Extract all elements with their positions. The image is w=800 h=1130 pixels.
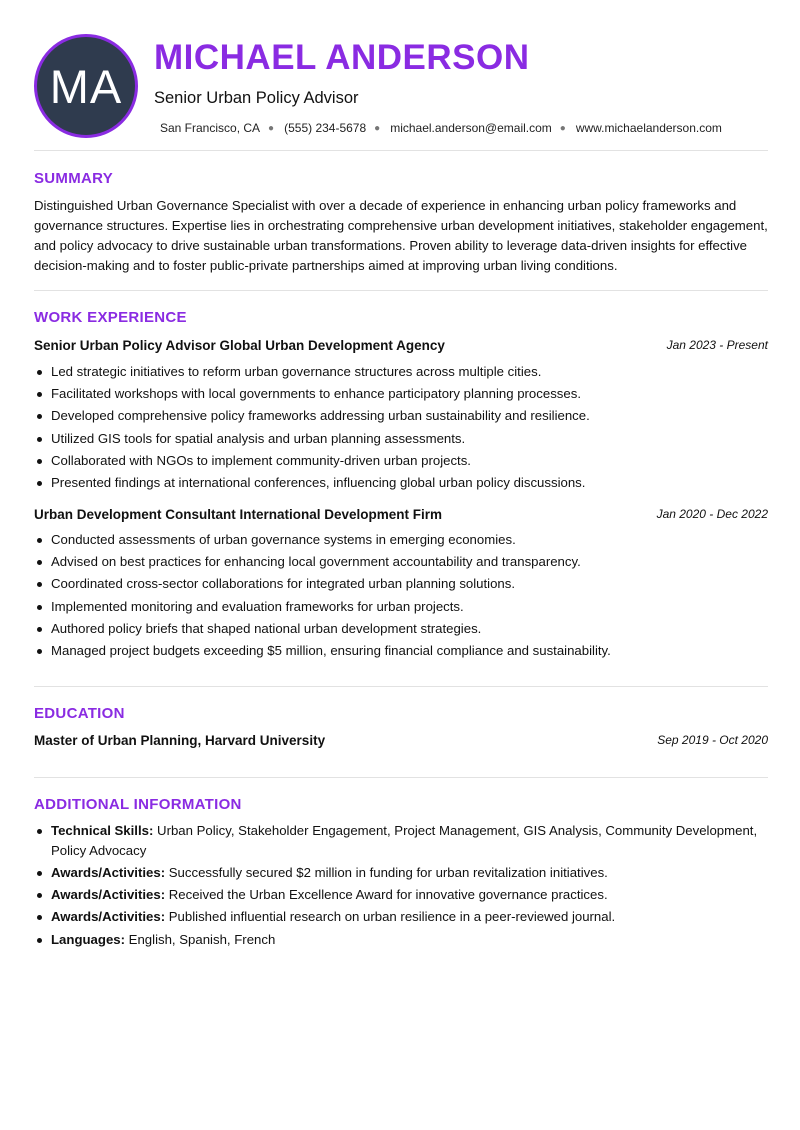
list-item: Utilized GIS tools for spatial analysis and urban planning assessments. [34,428,768,450]
section-divider [34,150,768,151]
section-divider [34,290,768,291]
job-date: Jan 2023 - Present [666,338,768,352]
additional-list [34,821,768,952]
info-text: Urban Policy, Stakeholder Engagement, Project Management, GIS Analysis, Community Development, Policy Advocacy [51,823,758,858]
info-label: Technical Skills: [51,823,154,838]
job-bullets [34,529,768,662]
additional-heading: ADDITIONAL INFORMATION [34,796,242,813]
list-item: Implemented monitoring and evaluation frameworks for urban projects. [34,596,768,618]
list-item [34,930,768,950]
summary-heading: SUMMARY [34,170,114,187]
info-label: Awards/Activities: [51,886,166,902]
list-item: Developed comprehensive policy frameworks addressing urban sustainability and resilience. [34,405,768,427]
list-item [34,885,768,905]
candidate-title: Senior Urban Policy Advisor [154,89,359,107]
contact-phone: (555) 234-5678 [284,121,367,135]
info-text: Published influential research on urban resilience in a peer-reviewed journal. [165,909,616,925]
list-item: Coordinated cross-sector collaborations for integrated urban planning solutions. [34,573,768,595]
education-date: Sep 2019 - Oct 2020 [657,733,768,747]
separator-dot-icon: ● [268,122,275,134]
info-label: Awards/Activities: [51,909,166,925]
job-role-company: Senior Urban Policy Advisor Global Urban Development Agency [34,338,445,353]
list-item: Advised on best practices for enhancing local government accountability and transparency. [34,551,768,573]
list-item: Facilitated workshops with local governments to enhance participatory planning processes. [34,383,768,405]
list-item: Presented findings at international conferences, influencing global urban policy discussions. [34,472,768,494]
list-item: Conducted assessments of urban governance systems in emerging economies. [34,529,768,551]
list-item: Led strategic initiatives to reform urban governance structures across multiple cities. [34,361,768,383]
avatar [34,34,138,138]
list-item: Managed project budgets exceeding $5 million, ensuring financial compliance and sustainability. [34,640,768,662]
separator-dot-icon: ● [559,122,566,134]
job-header [34,507,768,522]
job-role-company: Urban Development Consultant International Development Firm [34,507,443,522]
info-text: Successfully secured $2 million in funding for urban revitalization initiatives. [165,864,608,880]
education-heading: EDUCATION [34,705,125,722]
list-item [34,863,768,883]
contact-line [160,121,722,135]
section-divider [34,686,768,687]
job-date: Jan 2020 - Dec 2022 [656,507,768,521]
info-text: Received the Urban Excellence Award for innovative governance practices. [165,886,608,902]
contact-email: michael.anderson@email.com [390,121,552,135]
education-degree: Master of Urban Planning, Harvard University [34,733,326,748]
info-label: Awards/Activities: [51,864,166,880]
info-text: English, Spanish, French [125,931,276,947]
summary-text: Distinguished Urban Governance Specialist with over a decade of experience in enhancing urban policy frameworks and governance structures. Expertise lies in orchestrating comprehensive urban development initiatives, stakeholder engagement, and policy advocacy to drive sustainable urban transformations. Proven ability to leverage data-driven insights for effective decision-making and to foster public-private partnerships aimed at improving urban living conditions. [34,198,768,273]
separator-dot-icon: ● [374,122,381,134]
avatar-initials: MA [49,59,123,113]
job-bullets [34,361,768,494]
experience-heading: WORK EXPERIENCE [34,309,187,326]
list-item: Collaborated with NGOs to implement community-driven urban projects. [34,450,768,472]
contact-location: San Francisco, CA [160,121,261,135]
list-item [34,907,768,927]
contact-website: www.michaelanderson.com [575,121,722,135]
list-item [34,821,768,860]
education-entry [34,733,768,748]
job-header [34,338,768,353]
list-item: Authored policy briefs that shaped national urban development strategies. [34,618,768,640]
candidate-name: MICHAEL ANDERSON [154,38,530,77]
section-divider [34,777,768,778]
info-label: Languages: [51,931,126,947]
